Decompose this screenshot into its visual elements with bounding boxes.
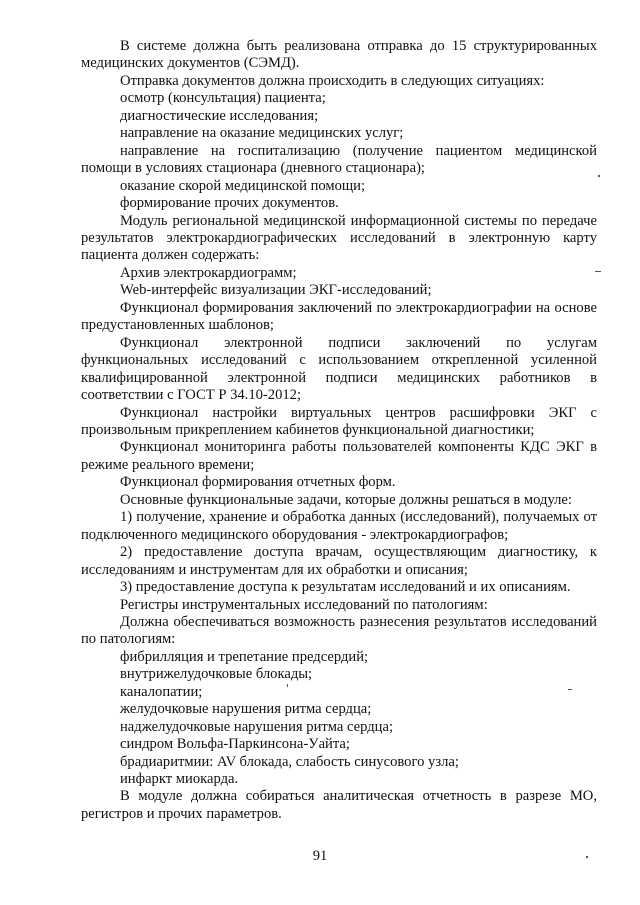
list-item: 2) предоставление доступа врачам, осуществляющим диагностику, к исследованиям и инструментам для их обработки и описания; xyxy=(81,544,597,578)
list-item: каналопатии; xyxy=(120,683,203,700)
list-item: Функционал электронной подписи заключений по услугам функциональных исследований с использованием открепленной усиленной квалифицированной электронной подписи медицинских работников в соответствии с ГОСТ Р 34.10-2012; xyxy=(81,334,597,404)
scan-speck xyxy=(287,684,288,687)
list-item: направление на госпитализацию (получение пациентом медицинской помощи в условиях стационара (дневного стационара); xyxy=(81,142,597,177)
scan-speck xyxy=(568,689,572,690)
list-item: направление на оказание медицинских услуг; xyxy=(120,125,404,142)
list-item: внутрижелудочковые блокады; xyxy=(120,666,313,683)
list-item: Функционал настройки виртуальных центров расшифровки ЭКГ с произвольным прикреплением кабинетов функциональной диагностики; xyxy=(81,404,597,438)
list-item: диагностические исследования; xyxy=(120,107,319,124)
list-item: Архив электрокардиограмм; xyxy=(120,264,297,281)
paragraph: В модуле должна собираться аналитическая отчетность в разрезе МО, регистров и прочих параметров. xyxy=(81,788,597,822)
list-item: осмотр (консультация) пациента; xyxy=(120,90,326,107)
list-item: Функционал формирования заключений по электрокардиографии на основе предустановленных шаблонов; xyxy=(81,299,597,334)
scan-speck xyxy=(586,856,588,858)
list-item: Web-интерфейс визуализации ЭКГ-исследований; xyxy=(120,282,432,299)
list-item: 3) предоставление доступа к результатам исследований и их описаниям. xyxy=(120,579,571,596)
list-item: оказание скорой медицинской помощи; xyxy=(120,177,366,194)
list-item: Функционал мониторинга работы пользователей компоненты КДС ЭКГ в режиме реального времени; xyxy=(81,439,597,473)
scan-speck xyxy=(595,271,601,272)
paragraph: Модуль региональной медицинской информационной системы по передаче результатов электрокардиографических исследований в электронную карту пациента должен содержать: xyxy=(81,212,597,264)
body-text xyxy=(81,38,597,823)
list-item: наджелудочковые нарушения ритма сердца; xyxy=(120,718,394,735)
paragraph: Регистры инструментальных исследований по патологиям: xyxy=(120,596,488,613)
list-item: инфаркт миокарда. xyxy=(120,771,239,788)
list-item: 1) получение, хранение и обработка данных (исследований), получаемых от подключенного медицинского оборудования - электрокардиографов; xyxy=(81,509,597,543)
list-item: формирование прочих документов. xyxy=(120,195,339,212)
paragraph: Основные функциональные задачи, которые должны решаться в модуле: xyxy=(120,491,572,508)
list-item: брадиаритмии: AV блокада, слабость синусового узла; xyxy=(120,753,459,770)
paragraph: Должна обеспечиваться возможность разнесения результатов исследований по патологиям: xyxy=(81,613,597,648)
list-item: синдром Вольфа-Паркинсона-Уайта; xyxy=(120,736,350,753)
paragraph: В системе должна быть реализована отправка до 15 структурированных медицинских документов (СЭМД). xyxy=(81,38,597,72)
page-number: 91 xyxy=(312,848,328,864)
list-item: Функционал формирования отчетных форм. xyxy=(120,474,396,491)
paragraph: Отправка документов должна происходить в следующих ситуациях: xyxy=(120,72,545,89)
list-item: фибрилляция и трепетание предсердий; xyxy=(120,648,369,665)
scan-speck xyxy=(598,175,600,177)
list-item: желудочковые нарушения ритма сердца; xyxy=(120,701,372,718)
